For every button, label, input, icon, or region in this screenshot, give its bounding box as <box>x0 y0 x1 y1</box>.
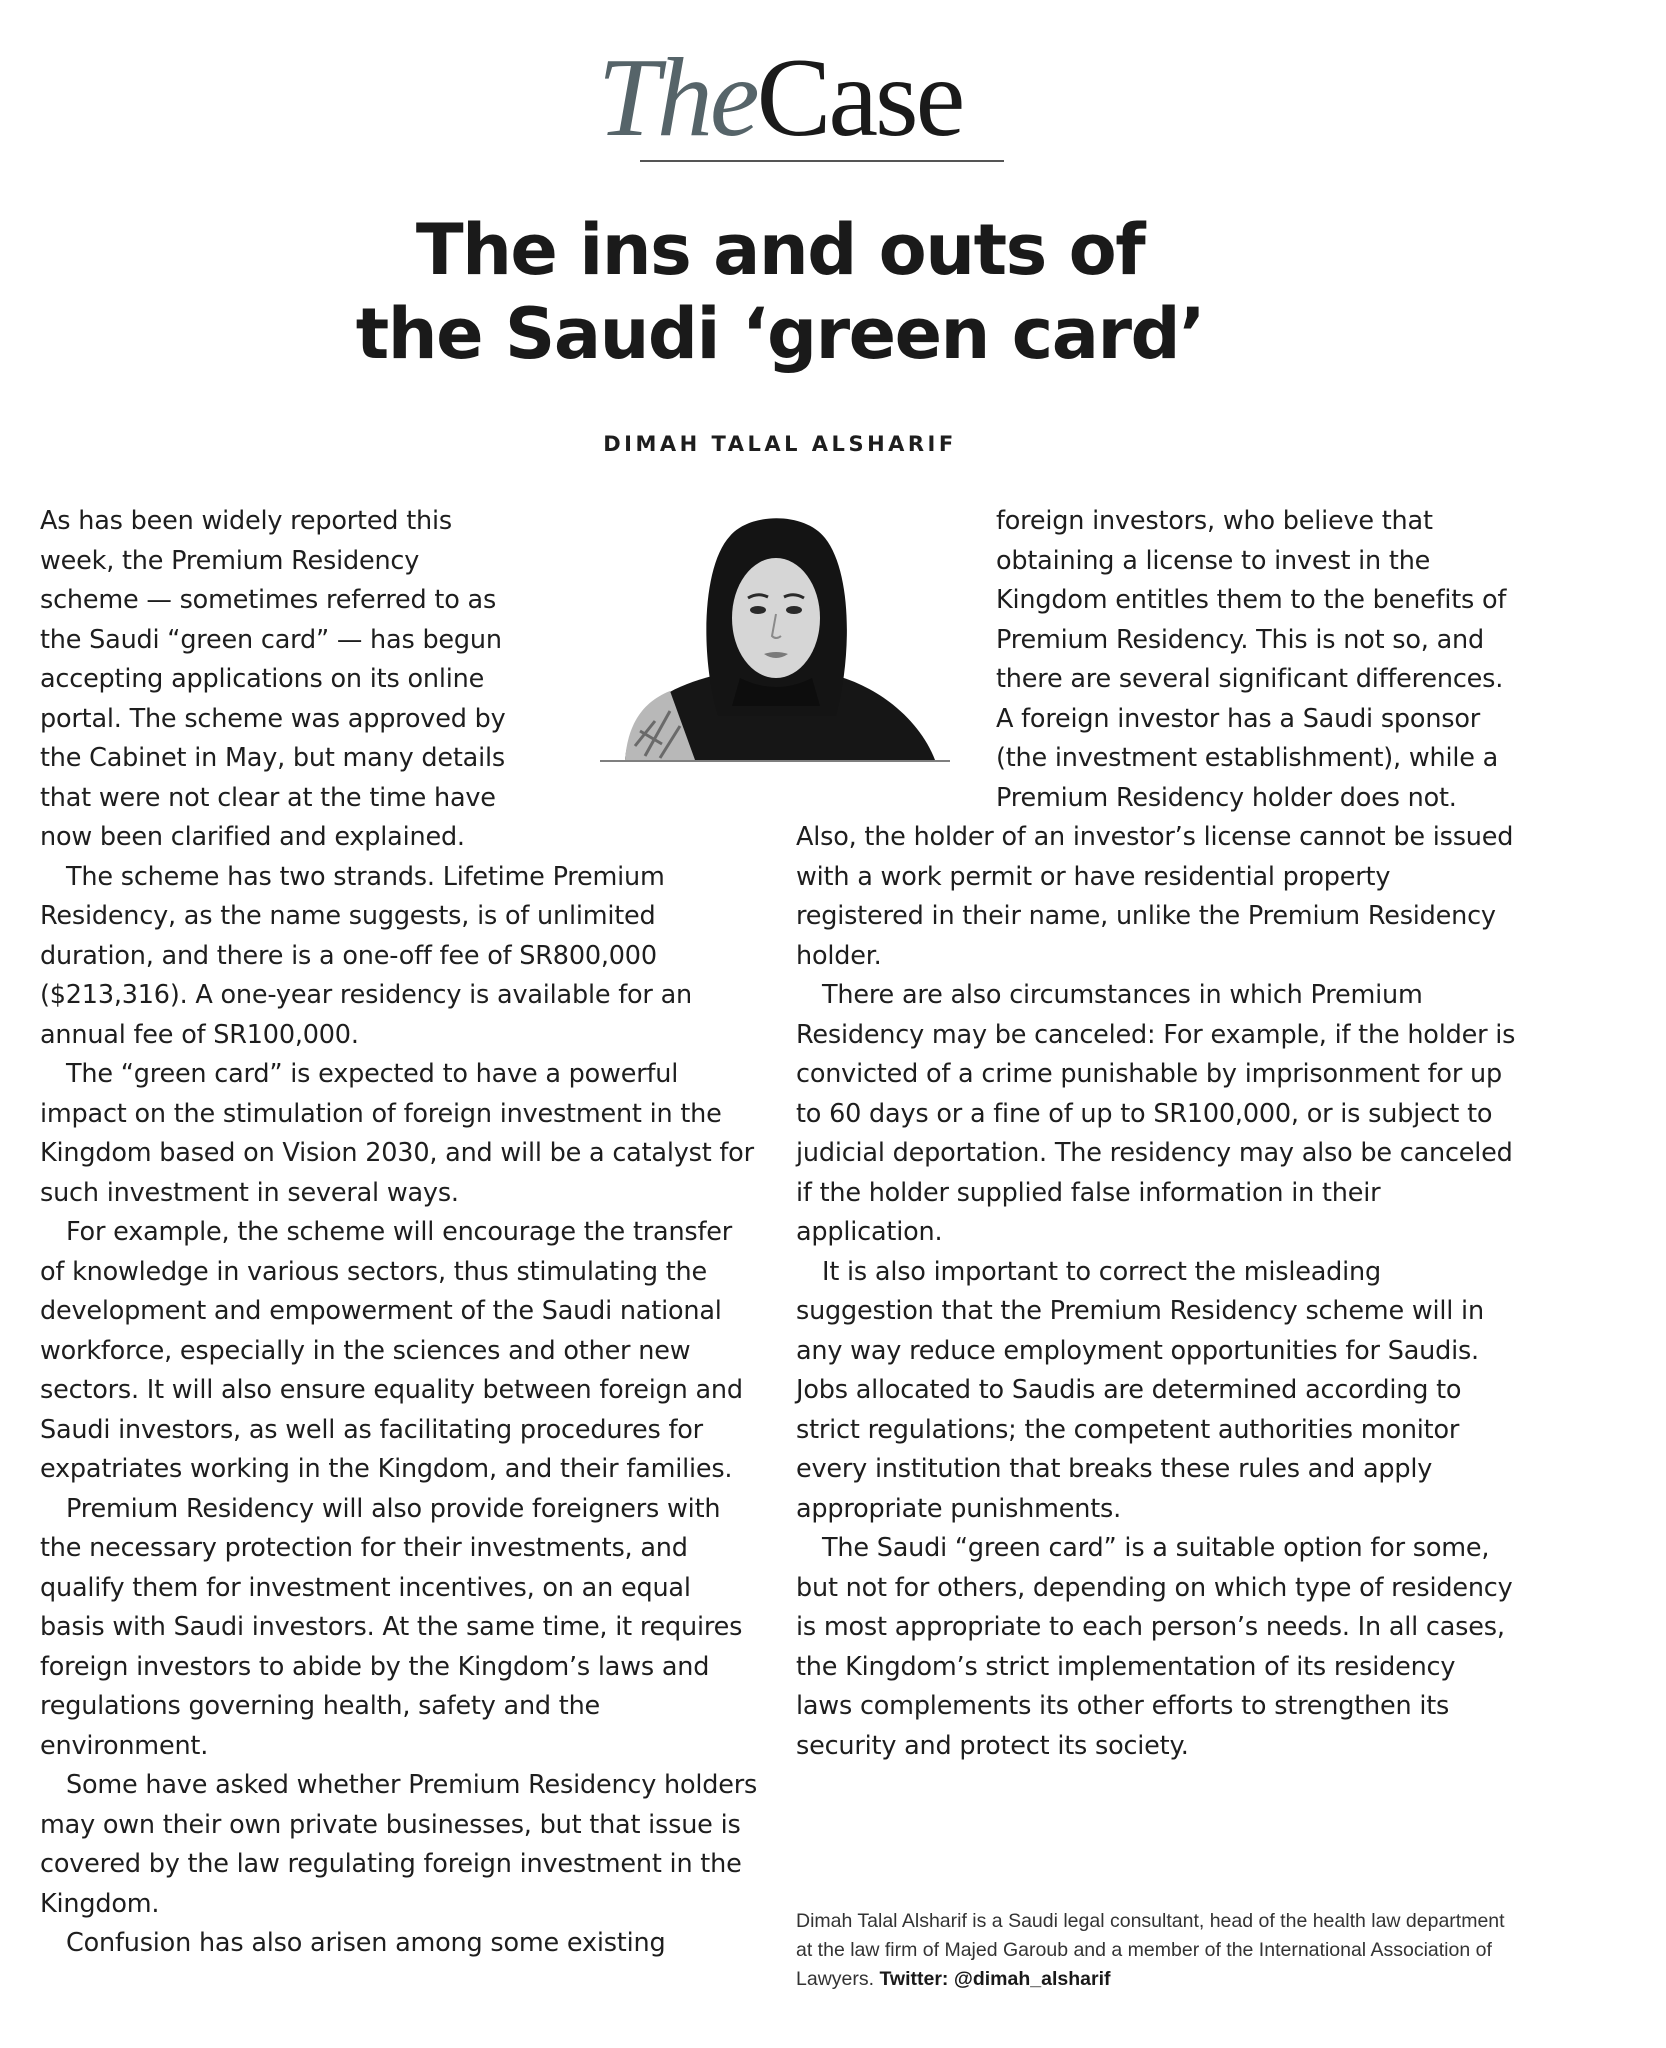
paragraph: Premium Residency will also provide foreigners with the necessary protection for their investments, and qualify them for investment incentives, on an equal basis with Saudi investors. At the same time, it requires foreign investors to abide by the Kingdom’s laws and regulations governing health, safety and the environment. <box>40 1493 743 1761</box>
paragraph: It is also important to correct the misleading suggestion that the Premium Residency scheme will in any way reduce employment opportunities for Saudis. Jobs allocated to Saudis are determined according to strict regulations; the competent authorities monitor every institution that breaks these rules and apply appropriate punishments. <box>796 1256 1484 1524</box>
byline: DIMAH TALAL ALSHARIF <box>603 432 957 456</box>
paragraph: There are also circumstances in which Premium Residency may be canceled: For example, if the holder is convicted of a crime punishable by imprisonment for up to 60 days or a fine of up to SR100,000, or is subject to judicial deportation. The residency may also be canceled if the holder supplied false information in their application. <box>796 980 1516 1247</box>
bio-twitter: Twitter: @dimah_alsharif <box>879 1968 1111 1990</box>
author-portrait <box>600 506 950 762</box>
paragraph: foreign investors, who believe that obtaining a license to invest in the Kingdom entitles them to the benefits of Premium Residency. This is not so, and there are several significant differences. A foreign investor has a Saudi sponsor (the investment establishment), while a Premium Residency holder does not. Also, the holder of an investor’s license cannot be issued with a work permit or have residential property registered in their name, unlike the Premium Residency holder. <box>796 506 1514 971</box>
paragraph: Some have asked whether Premium Residency holders may own their own private businesses, but that issue is covered by the law regulating foreign investment in the Kingdom. <box>40 1770 758 1919</box>
masthead-divider <box>640 160 1004 162</box>
paragraph: Confusion has also arisen among some existing <box>66 1928 666 1958</box>
article-headline <box>0 208 1560 376</box>
portrait-eye-right <box>786 606 802 614</box>
paragraph: For example, the scheme will encourage the transfer of knowledge in various sectors, thus stimulating the development and empowerment of the Saudi national workforce, especially in the sciences and other new sectors. It will also ensure equality between foreign and Saudi investors, as well as facilitating procedures for expatriates working in the Kingdom, and their families. <box>40 1217 743 1484</box>
masthead-the: The <box>597 36 757 160</box>
headline-line-2: the Saudi ‘green card’ <box>355 293 1205 375</box>
masthead-case: Case <box>756 36 963 160</box>
paragraph: The “green card” is expected to have a powerful impact on the stimulation of foreign investment in the Kingdom based on Vision 2030, and will be a catalyst for such investment in several ways. <box>40 1059 754 1208</box>
author-bio <box>796 1907 1516 1994</box>
masthead-logo <box>0 36 1560 160</box>
bio-text: Dimah Talal Alsharif is a Saudi legal consultant, head of the health law department at the law firm of Majed Garoub and a member of the International Association of Lawyers. <box>796 1910 1505 1990</box>
portrait-eye-left <box>750 606 766 614</box>
paragraph: The scheme has two strands. Lifetime Premium Residency, as the name suggests, is of unlimited duration, and there is a one-off fee of SR800,000 ($213,316). A one-year residency is available for an annual fee of SR100,000. <box>40 861 693 1050</box>
paragraph: As has been widely reported this week, the Premium Residency scheme — sometimes referred to as the Saudi “green card” — has begun accepting applications on its online portal. The scheme was approved by the Cabinet in May, but many details that were not clear at the time have now been clarified and explained. <box>40 506 506 852</box>
headline-line-1: The ins and outs of <box>415 209 1145 291</box>
paragraph: The Saudi “green card” is a suitable option for some, but not for others, depending on which type of residency is most appropriate to each person’s needs. In all cases, the Kingdom’s strict implementation of its residency laws complements its other efforts to strengthen its security and protect its society. <box>796 1533 1513 1761</box>
